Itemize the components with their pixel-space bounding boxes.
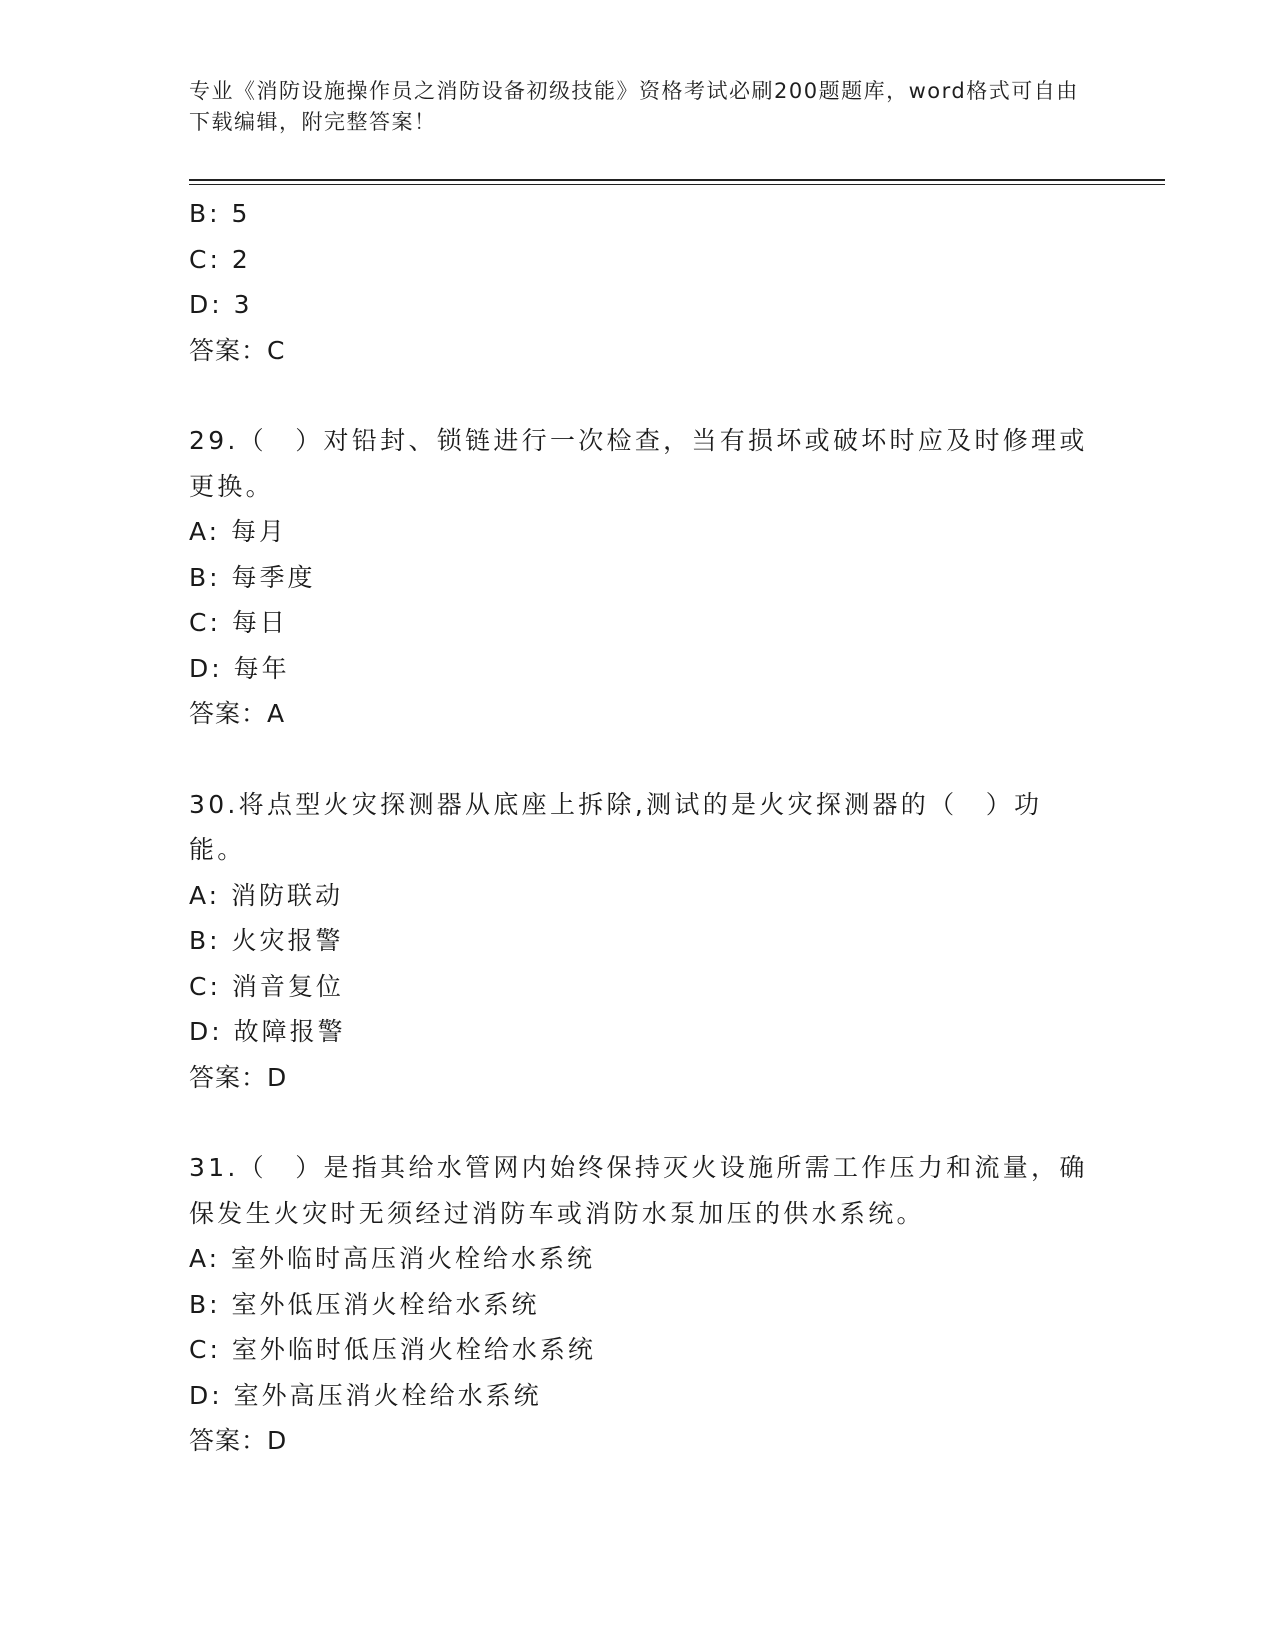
option-b: B: 每季度 — [189, 562, 316, 592]
option-d: D: 室外高压消火栓给水系统 — [189, 1380, 542, 1410]
answer-line: 答案：D — [189, 1062, 288, 1092]
document-header — [189, 76, 1089, 138]
answer-line: 答案：C — [189, 335, 286, 365]
option-c: C: 消音复位 — [189, 971, 344, 1001]
option-b: B: 火灾报警 — [189, 926, 344, 955]
question-stem: 30.将点型火灾探测器从底座上拆除,测试的是火灾探测器的（ ）功能。 — [189, 789, 1043, 864]
header-divider-thin — [189, 184, 1165, 185]
header-divider-thick — [189, 179, 1165, 181]
option-a: A: 消防联动 — [189, 880, 344, 910]
option-b: B: 室外低压消火栓给水系统 — [189, 1289, 540, 1319]
option-c: C: 每日 — [189, 608, 288, 637]
option-d: D: 每年 — [189, 653, 290, 683]
question-30 — [189, 782, 1089, 1101]
option-b: B: 5 — [189, 199, 251, 228]
option-a: A: 室外临时高压消火栓给水系统 — [189, 1244, 596, 1273]
spacer — [189, 373, 1089, 418]
answer-line: 答案：A — [189, 699, 286, 728]
header-text: 专业《消防设施操作员之消防设备初级技能》资格考试必刷200题题库，word格式可自由下载编辑，附完整答案！ — [189, 79, 1079, 134]
question-stem: 31.（ ）是指其给水管网内始终保持灭火设施所需工作压力和流量，确保发生火灾时无须经过消防车或消防水泵加压的供水系统。 — [189, 1153, 1088, 1228]
question-29 — [189, 418, 1089, 737]
question-31 — [189, 1145, 1089, 1464]
option-d: D: 3 — [189, 290, 253, 319]
question-stem: 29.（ ）对铅封、锁链进行一次检查，当有损坏或破坏时应及时修理或更换。 — [189, 426, 1088, 501]
answer-line: 答案：D — [189, 1426, 288, 1455]
option-a: A: 每月 — [189, 517, 288, 546]
question-list — [189, 191, 1089, 1464]
spacer — [189, 1100, 1089, 1145]
option-c: C: 2 — [189, 244, 251, 274]
question-fragment — [189, 191, 1089, 373]
option-d: D: 故障报警 — [189, 1017, 346, 1046]
option-c: C: 室外临时低压消火栓给水系统 — [189, 1335, 596, 1364]
spacer — [189, 737, 1089, 782]
